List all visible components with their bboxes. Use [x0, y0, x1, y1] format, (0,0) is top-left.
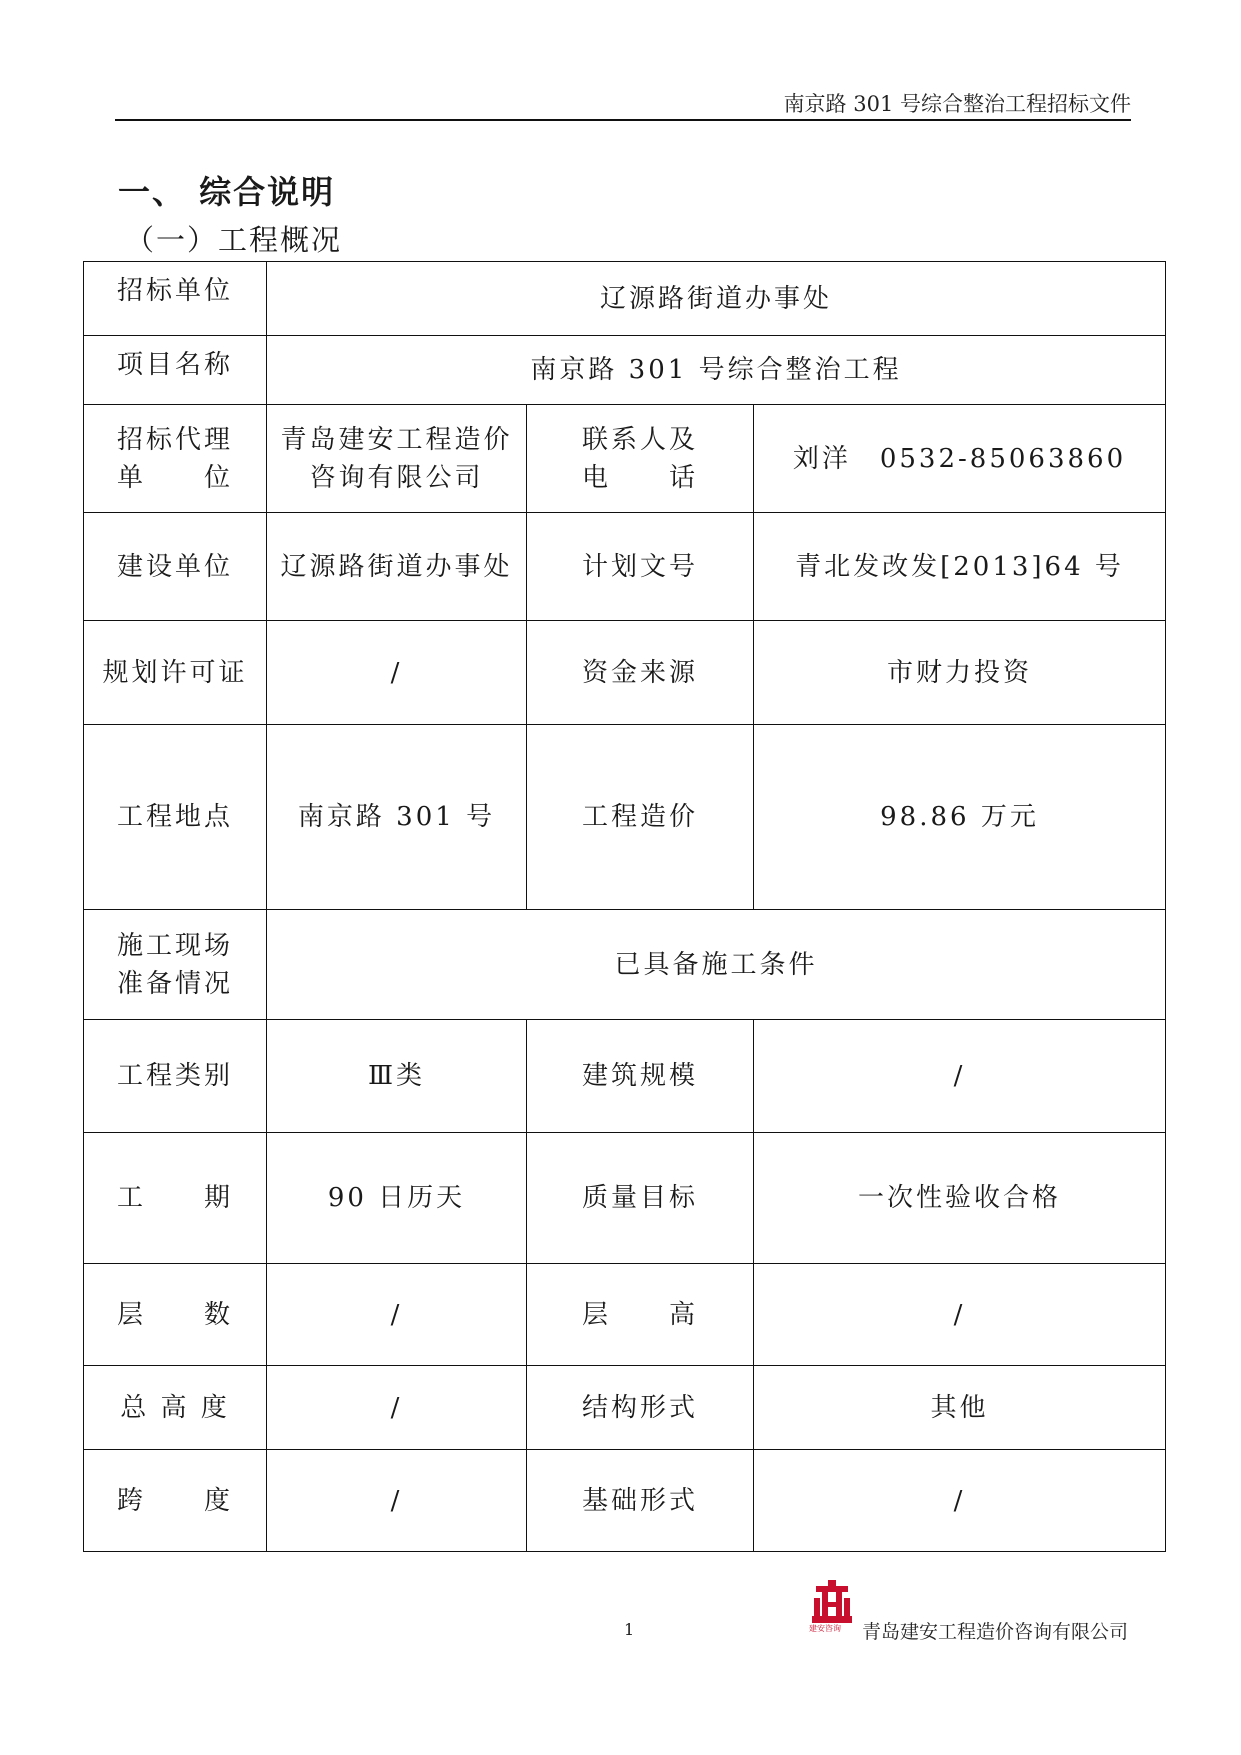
table-row	[84, 1264, 1166, 1366]
span-value: /	[267, 1450, 527, 1552]
floor-height-value: /	[754, 1264, 1166, 1366]
footer-company-name: 青岛建安工程造价咨询有限公司	[862, 1621, 1129, 1643]
project-overview-table	[83, 261, 1166, 1552]
document-header-title: 南京路 301 号综合整治工程招标文件	[783, 92, 1131, 116]
foundation-type-value: /	[754, 1450, 1166, 1552]
site-readiness-label	[84, 910, 267, 1020]
page-number: 1	[624, 1620, 635, 1639]
location-label: 工程地点	[84, 725, 267, 910]
plan-number-value: 青北发改发[2013]64 号	[754, 513, 1166, 621]
subsection-title: （一）工程概况	[125, 223, 343, 257]
project-name-label: 项目名称	[84, 336, 267, 405]
table-row	[84, 405, 1166, 513]
site-readiness-label-line-1: 施工现场	[116, 930, 233, 961]
agent-label-line-1: 招标代理	[116, 424, 233, 455]
plan-number-label: 计划文号	[527, 513, 754, 621]
agent-value-line-1: 青岛建安工程造价	[280, 424, 513, 455]
quality-target-label: 质量目标	[527, 1133, 754, 1264]
fund-source-value: 市财力投资	[754, 621, 1166, 725]
structure-type-label: 结构形式	[527, 1366, 754, 1450]
contact-label-line-1: 联系人及	[581, 424, 698, 455]
category-label: 工程类别	[84, 1020, 267, 1133]
table-row	[84, 1133, 1166, 1264]
cost-value: 98.86 万元	[754, 725, 1166, 910]
header-divider	[115, 119, 1131, 121]
floors-value: /	[267, 1264, 527, 1366]
table-row	[84, 910, 1166, 1020]
period-label: 工 期	[84, 1133, 267, 1264]
table-row	[84, 1366, 1166, 1450]
site-readiness-label-line-2: 准备情况	[116, 968, 233, 999]
builder-value: 辽源路街道办事处	[267, 513, 527, 621]
table-row	[84, 621, 1166, 725]
table-row	[84, 262, 1166, 336]
total-height-label: 总 高 度	[84, 1366, 267, 1450]
project-name-value: 南京路 301 号综合整治工程	[267, 336, 1166, 405]
table-row	[84, 1450, 1166, 1552]
fund-source-label: 资金来源	[527, 621, 754, 725]
agent-value-line-2: 咨询有限公司	[309, 462, 484, 493]
quality-target-value: 一次性验收合格	[754, 1133, 1166, 1264]
building-scale-value: /	[754, 1020, 1166, 1133]
contact-value: 刘洋 0532-85063860	[754, 405, 1166, 513]
site-readiness-value: 已具备施工条件	[267, 910, 1166, 1020]
agent-label	[84, 405, 267, 513]
cost-label: 工程造价	[527, 725, 754, 910]
contact-label-line-2: 电 话	[581, 462, 698, 493]
building-scale-label: 建筑规模	[527, 1020, 754, 1133]
total-height-value: /	[267, 1366, 527, 1450]
table-row	[84, 336, 1166, 405]
floor-height-label: 层 高	[527, 1264, 754, 1366]
period-value: 90 日历天	[267, 1133, 527, 1264]
company-logo-text: 建安咨询	[809, 1624, 841, 1633]
table-row	[84, 513, 1166, 621]
agent-value	[267, 405, 527, 513]
foundation-type-label: 基础形式	[527, 1450, 754, 1552]
planning-permit-value: /	[267, 621, 527, 725]
planning-permit-label: 规划许可证	[84, 621, 267, 725]
category-value: Ⅲ类	[267, 1020, 527, 1133]
table-row	[84, 1020, 1166, 1133]
contact-label	[527, 405, 754, 513]
structure-type-value: 其他	[754, 1366, 1166, 1450]
location-value: 南京路 301 号	[267, 725, 527, 910]
section-title: 一、 综合说明	[118, 173, 336, 211]
tenderer-value: 辽源路街道办事处	[267, 262, 1166, 336]
agent-label-line-2: 单 位	[116, 462, 233, 493]
table-row	[84, 725, 1166, 910]
builder-label: 建设单位	[84, 513, 267, 621]
tenderer-label: 招标单位	[84, 262, 267, 336]
floors-label: 层 数	[84, 1264, 267, 1366]
span-label: 跨 度	[84, 1450, 267, 1552]
